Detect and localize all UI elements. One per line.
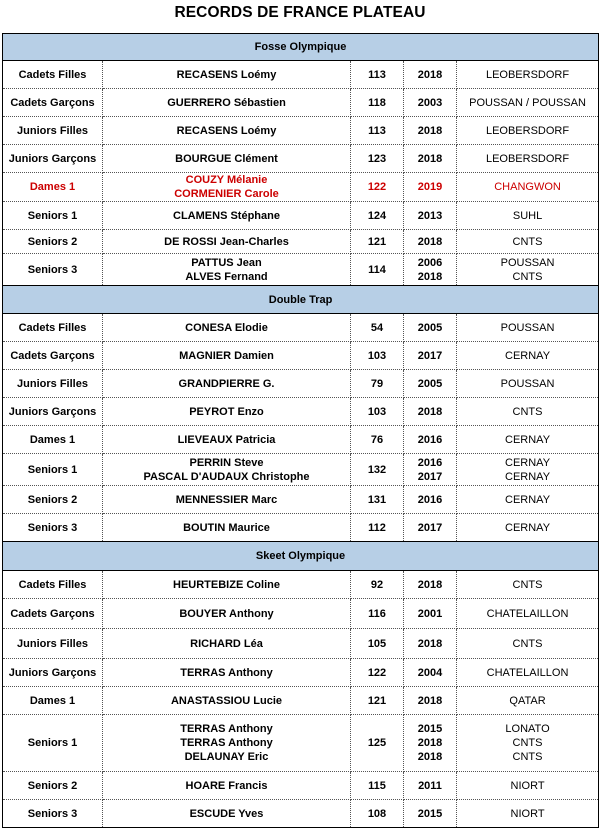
shooter-cell [103,486,351,514]
table-row [3,89,599,117]
score-cell: 103 [351,398,404,426]
year-cell-line: 2015 [417,807,443,820]
table-row [3,629,599,659]
shooter-cell-line: HEURTEBIZE Coline [173,578,280,591]
year-cell [404,398,457,426]
shooter-cell-line: TERRAS Anthony [180,666,273,679]
year-cell [404,454,457,486]
place-cell [457,486,599,514]
place-cell-line: CNTS [512,637,543,650]
shooter-cell [103,571,351,599]
shooter-cell-line: PEYROT Enzo [189,405,264,418]
place-cell-line: POUSSAN [500,321,555,334]
place-cell [457,89,599,117]
year-cell [404,629,457,659]
table-row [3,314,599,342]
score-cell: 76 [351,426,404,454]
year-cell [404,370,457,398]
place-cell [457,314,599,342]
category-cell: Seniors 2 [3,772,103,800]
table-row [3,173,599,202]
shooter-cell-line: BOURGUE Clément [175,152,278,165]
place-cell-line: POUSSAN [500,256,555,269]
shooter-cell [103,629,351,659]
shooter-cell-line: DELAUNAY Eric [184,751,269,763]
place-cell-line: CNTS [512,270,543,283]
year-cell-line: 2017 [417,470,443,483]
year-cell-line: 2001 [417,607,443,620]
place-cell-line: POUSSAN / POUSSAN [469,96,586,109]
table-row [3,800,599,828]
year-cell [404,687,457,715]
shooter-cell-line: BOUYER Anthony [179,607,274,620]
place-cell [457,687,599,715]
year-cell-line: 2016 [417,433,443,446]
place-cell-line: CERNAY [505,493,551,506]
year-cell [404,230,457,254]
shooter-cell-line: TERRAS Anthony [180,737,273,749]
year-cell-line: 2017 [417,521,443,534]
shooter-cell-line: HOARE Francis [185,779,268,792]
place-cell [457,61,599,89]
score-cell: 132 [351,454,404,486]
shooter-cell [103,659,351,687]
table-row [3,486,599,514]
category-cell: Dames 1 [3,687,103,715]
year-cell-line: 2018 [417,68,443,81]
score-cell: 108 [351,800,404,828]
category-cell: Juniors Filles [3,370,103,398]
shooter-cell-line: TERRAS Anthony [180,723,273,735]
shooter-cell-line: ALVES Fernand [185,270,268,283]
place-cell-line: CNTS [512,751,543,763]
score-cell: 103 [351,342,404,370]
year-cell-line: 2003 [417,96,443,109]
shooter-cell [103,117,351,145]
place-cell [457,454,599,486]
records-body [3,34,599,828]
place-cell [457,715,599,772]
score-cell: 125 [351,715,404,772]
score-cell: 92 [351,571,404,599]
category-cell: Seniors 3 [3,514,103,542]
year-cell-line: 2011 [418,779,442,792]
shooter-cell [103,454,351,486]
year-cell-line: 2018 [417,751,443,763]
year-cell-line: 2016 [417,493,443,506]
shooter-cell-line: ESCUDE Yves [189,807,264,820]
table-row [3,230,599,254]
place-cell-line: CERNAY [505,470,551,483]
place-cell [457,629,599,659]
score-cell: 121 [351,230,404,254]
score-cell: 114 [351,254,404,286]
category-cell: Juniors Garçons [3,659,103,687]
year-cell-line: 2013 [417,209,443,222]
year-cell [404,89,457,117]
shooter-cell [103,398,351,426]
place-cell [457,342,599,370]
place-cell [457,230,599,254]
table-row [3,687,599,715]
table-row [3,117,599,145]
shooter-cell-line: DE ROSSI Jean-Charles [164,235,289,248]
place-cell-line: CERNAY [505,521,551,534]
place-cell-line: CERNAY [505,433,551,446]
place-cell-line: LEOBERSDORF [485,152,570,165]
shooter-cell-line: CORMENIER Carole [174,188,279,200]
place-cell-line: CERNAY [505,456,551,469]
category-cell: Seniors 3 [3,254,103,286]
shooter-cell [103,370,351,398]
year-cell-line: 2018 [417,737,443,749]
shooter-cell-line: PATTUS Jean [191,256,262,269]
shooter-cell [103,314,351,342]
table-row [3,61,599,89]
place-cell [457,772,599,800]
shooter-cell [103,599,351,629]
score-cell: 124 [351,202,404,230]
score-cell: 113 [351,117,404,145]
year-cell-line: 2005 [417,377,443,390]
category-cell: Cadets Filles [3,61,103,89]
year-cell [404,514,457,542]
table-row [3,370,599,398]
shooter-cell-line: GRANDPIERRE G. [178,377,275,390]
section-header [3,34,599,61]
year-cell-line: 2016 [417,456,443,469]
shooter-cell [103,772,351,800]
year-cell [404,772,457,800]
year-cell-line: 2018 [417,152,443,165]
score-cell: 113 [351,61,404,89]
table-row [3,202,599,230]
section-header [3,542,599,571]
shooter-cell-line: RECASENS Loémy [176,68,277,81]
shooter-cell [103,61,351,89]
year-cell-line: 2018 [417,270,443,283]
place-cell-line: NIORT [510,807,545,820]
year-cell [404,426,457,454]
year-cell-line: 2018 [417,637,443,650]
place-cell-line: CHANGWON [494,181,561,193]
place-cell [457,426,599,454]
table-row [3,514,599,542]
year-cell [404,145,457,173]
place-cell-line: CHATELAILLON [486,607,569,620]
shooter-cell-line: MAGNIER Damien [179,349,274,362]
table-row [3,342,599,370]
score-cell: 115 [351,772,404,800]
place-cell [457,117,599,145]
section-header [3,286,599,314]
table-row [3,659,599,687]
category-cell: Cadets Filles [3,314,103,342]
table-row [3,571,599,599]
place-cell-line: SUHL [512,209,543,222]
place-cell [457,398,599,426]
place-cell [457,202,599,230]
place-cell [457,514,599,542]
shooter-cell-line: CONESA Elodie [185,321,268,334]
year-cell-line: 2017 [417,349,443,362]
shooter-cell-line: COUZY Mélanie [185,174,268,186]
year-cell-line: 2015 [417,723,443,735]
category-cell: Dames 1 [3,426,103,454]
year-cell-line: 2018 [417,235,443,248]
place-cell-line: CNTS [512,737,543,749]
section-title: Fosse Olympique [3,34,599,61]
year-cell [404,571,457,599]
year-cell [404,117,457,145]
place-cell-line: CERNAY [505,349,551,362]
score-cell: 105 [351,629,404,659]
year-cell-line: 2018 [417,694,443,707]
shooter-cell-line: ANASTASSIOU Lucie [170,694,283,707]
category-cell: Cadets Garçons [3,89,103,117]
score-cell: 122 [351,173,404,202]
year-cell [404,342,457,370]
place-cell-line: LONATO [505,723,550,735]
place-cell-line: CNTS [512,578,543,591]
year-cell [404,715,457,772]
category-cell: Juniors Garçons [3,145,103,173]
shooter-cell [103,514,351,542]
year-cell [404,599,457,629]
year-cell [404,659,457,687]
category-cell: Seniors 2 [3,230,103,254]
category-cell: Cadets Garçons [3,342,103,370]
place-cell [457,800,599,828]
category-cell: Seniors 3 [3,800,103,828]
place-cell-line: LEOBERSDORF [485,124,570,137]
score-cell: 123 [351,145,404,173]
shooter-cell [103,254,351,286]
year-cell-line: 2019 [417,181,443,193]
section-title: Skeet Olympique [3,542,599,571]
score-cell: 121 [351,687,404,715]
place-cell-line: NIORT [510,779,545,792]
score-cell: 118 [351,89,404,117]
shooter-cell [103,800,351,828]
place-cell-line: LEOBERSDORF [485,68,570,81]
table-row [3,772,599,800]
year-cell [404,486,457,514]
table-row [3,398,599,426]
shooter-cell [103,89,351,117]
category-cell: Cadets Garçons [3,599,103,629]
shooter-cell-line: CLAMENS Stéphane [173,209,280,222]
shooter-cell [103,426,351,454]
section-title: Double Trap [3,286,599,314]
place-cell [457,599,599,629]
table-row [3,426,599,454]
shooter-cell [103,342,351,370]
records-table [2,33,599,828]
score-cell: 54 [351,314,404,342]
place-cell-line: CNTS [512,235,543,248]
place-cell [457,571,599,599]
shooter-cell-line: GUERRERO Sébastien [167,96,286,109]
place-cell [457,145,599,173]
shooter-cell-line: MENNESSIER Marc [175,493,278,506]
score-cell: 112 [351,514,404,542]
shooter-cell-line: LIEVEAUX Patricia [177,433,276,446]
shooter-cell [103,202,351,230]
place-cell-line: POUSSAN [500,377,555,390]
shooter-cell [103,687,351,715]
category-cell: Seniors 1 [3,715,103,772]
page-title: RECORDS DE FRANCE PLATEAU [174,4,426,21]
shooter-cell-line: RICHARD Léa [190,637,263,650]
category-cell: Dames 1 [3,173,103,202]
category-cell: Seniors 1 [3,454,103,486]
table-row [3,145,599,173]
year-cell-line: 2018 [417,578,443,591]
shooter-cell-line: PERRIN Steve [189,456,264,469]
year-cell [404,202,457,230]
year-cell [404,314,457,342]
shooter-cell-line: PASCAL D'AUDAUX Christophe [143,470,310,483]
score-cell: 122 [351,659,404,687]
place-cell-line: CHATELAILLON [486,666,569,679]
year-cell [404,61,457,89]
category-cell: Juniors Garçons [3,398,103,426]
score-cell: 116 [351,599,404,629]
place-cell-line: CNTS [512,405,543,418]
year-cell-line: 2018 [417,405,443,418]
table-row [3,599,599,629]
place-cell [457,254,599,286]
score-cell: 131 [351,486,404,514]
category-cell: Cadets Filles [3,571,103,599]
year-cell-line: 2006 [417,256,443,269]
year-cell-line: 2004 [417,666,443,679]
shooter-cell [103,230,351,254]
table-row [3,454,599,486]
table-row [3,254,599,286]
place-cell [457,659,599,687]
year-cell [404,173,457,202]
shooter-cell [103,715,351,772]
shooter-cell [103,173,351,202]
year-cell [404,800,457,828]
shooter-cell-line: RECASENS Loémy [176,124,277,137]
category-cell: Seniors 1 [3,202,103,230]
year-cell-line: 2005 [417,321,443,334]
place-cell-line: QATAR [509,694,546,707]
category-cell: Juniors Filles [3,117,103,145]
shooter-cell [103,145,351,173]
category-cell: Seniors 2 [3,486,103,514]
table-row [3,715,599,772]
score-cell: 79 [351,370,404,398]
place-cell [457,370,599,398]
year-cell [404,254,457,286]
shooter-cell-line: BOUTIN Maurice [183,521,270,534]
category-cell: Juniors Filles [3,629,103,659]
year-cell-line: 2018 [417,124,443,137]
place-cell [457,173,599,202]
